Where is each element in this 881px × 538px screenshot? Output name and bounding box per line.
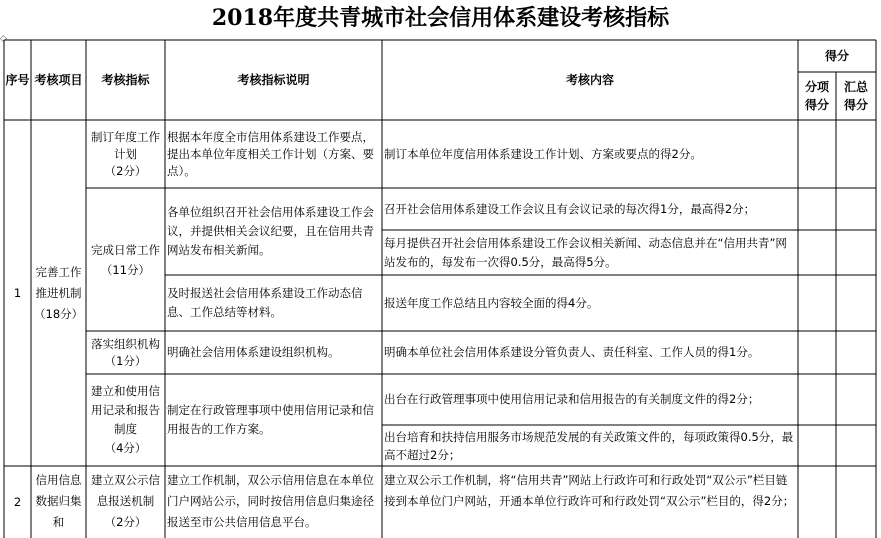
header-seq: 序号	[5, 72, 30, 87]
explain-daily-work-meetings: 各单位组织召开社会信用体系建设工作会议，并提供相关会议纪要，且在信用共青网站发布相关新闻。	[167, 205, 374, 257]
explain-dual-publicity: 建立工作机制，双公示信用信息在本单位门户网站公示，同时按信用信息归集途径报送至市公共信用信息平台。	[167, 473, 374, 529]
page-title: 2018年度共青城市社会信用体系建设考核指标	[211, 5, 670, 31]
content-annual-plan: 制订本单位年度信用体系建设工作计划、方案或要点的得2分。	[384, 146, 702, 161]
indicator-dual-publicity: 建立双公示信息报送机制（2分）	[91, 473, 160, 529]
header-total-score: 汇总得分	[843, 80, 868, 112]
header-score: 得分	[824, 48, 849, 63]
corner-marker-icon: ◇	[0, 34, 7, 44]
row2-item: 信用信息数据归集和	[35, 473, 82, 529]
content-credit-records-b: 出台培育和扶持信用服务市场规范发展的有关政策文件的，每项政策得0.5分，最高不超过2分；	[384, 429, 794, 462]
header-item: 考核项目	[34, 72, 83, 87]
content-organization: 明确本单位社会信用体系建设分管负责人、责任科室、工作人员的得1分。	[384, 345, 760, 359]
content-dual-publicity: 建立双公示工作机制，将“信用共青”网站上行政许可和行政处罚“双公示”栏目链接到本单位门户网站，开通本单位行政许可和行政处罚“双公示”栏目的，得2分；	[384, 473, 795, 508]
row1-item: 完善工作推进机制（18分）	[34, 264, 84, 321]
content-daily-work-reports: 报送年度工作总结且内容较全面的得4分。	[384, 295, 599, 310]
row2-seq: 2	[13, 494, 22, 509]
explain-annual-plan: 根据本年度全市信用体系建设工作要点，提出本单位年度相关工作计划（方案、要点）。	[167, 129, 374, 178]
header-sub-score: 分项得分	[804, 80, 829, 112]
indicator-credit-records: 建立和使用信用记录和报告制度 （4分）	[91, 384, 160, 455]
indicator-daily-work: 完成日常工作（11分）	[91, 242, 160, 277]
content-daily-work-news: 每月提供召开社会信用体系建设工作会议相关新闻、动态信息并在“信用共青”网站发布的，每发布一次得0.5分，最高得5分。	[384, 235, 787, 269]
indicator-organization: 落实组织机构 （1分）	[91, 336, 160, 368]
explain-credit-records: 制定在行政管理事项中使用信用记录和信用报告的工作方案。	[167, 403, 374, 436]
header-indicator: 考核指标	[101, 72, 150, 87]
header-content: 考核内容	[565, 72, 614, 87]
indicator-annual-plan: 制订年度工作计划 （2分）	[91, 129, 160, 178]
header-explain: 考核指标说明	[237, 72, 310, 87]
content-daily-work-meetings: 召开社会信用体系建设工作会议且有会议记录的每次得1分，最高得2分；	[384, 201, 756, 216]
row1-seq: 1	[13, 285, 22, 300]
explain-daily-work-reports: 及时报送社会信用体系建设工作动态信息、工作总结等材料。	[167, 286, 363, 319]
content-credit-records-a: 出台在行政管理事项中使用信用记录和信用报告的有关制度文件的得2分；	[384, 392, 760, 406]
explain-organization: 明确社会信用体系建设组织机构。	[167, 345, 340, 359]
